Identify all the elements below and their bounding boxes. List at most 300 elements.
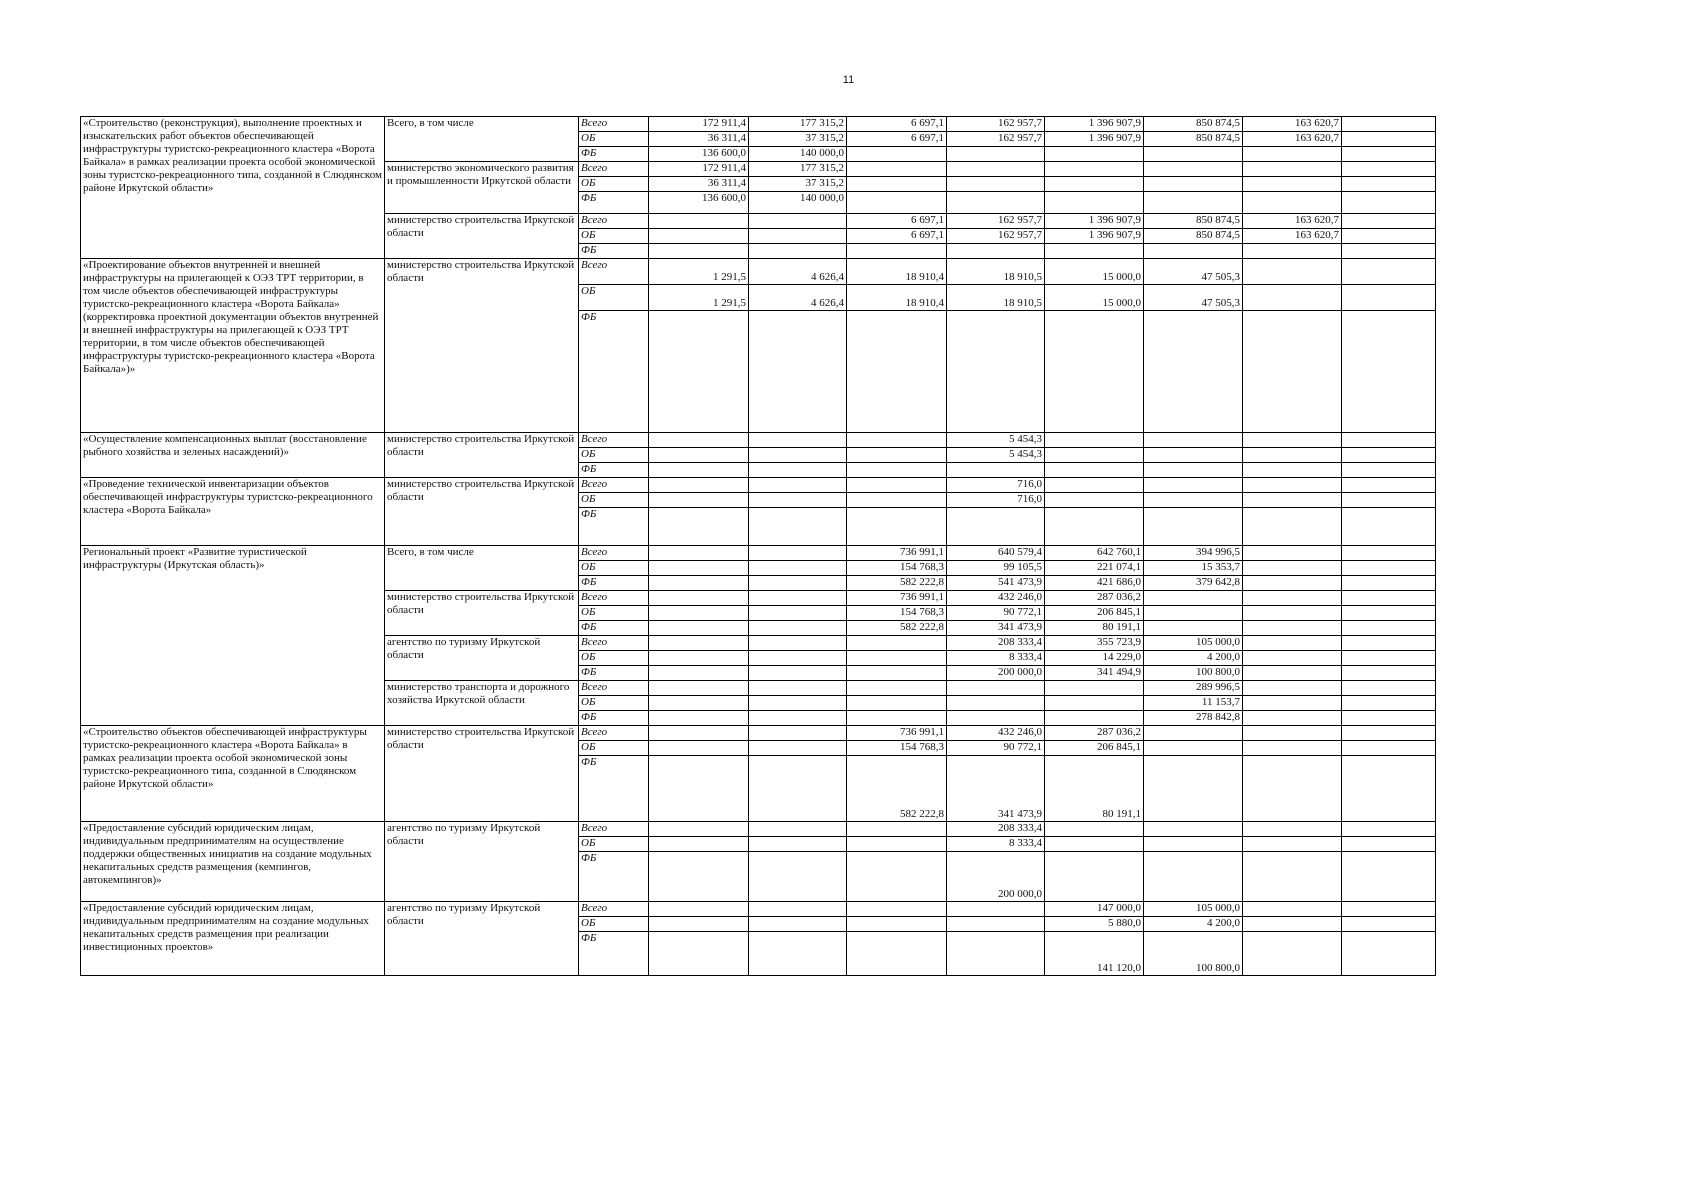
amount-cell xyxy=(847,493,947,508)
amount-cell xyxy=(847,636,947,651)
amount-cell xyxy=(649,561,749,576)
funding-type-cell: ОБ xyxy=(579,696,649,711)
amount-cell xyxy=(1144,741,1243,756)
amount-cell xyxy=(947,508,1045,546)
amount-cell xyxy=(649,822,749,837)
funding-type-cell: ФБ xyxy=(579,852,649,902)
funding-type-cell: Всего xyxy=(579,902,649,917)
funding-type-cell: ОБ xyxy=(579,917,649,932)
amount-cell xyxy=(847,666,947,681)
amount-cell xyxy=(1144,621,1243,636)
amount-cell xyxy=(649,651,749,666)
amount-cell xyxy=(847,478,947,493)
funding-type-cell: ОБ xyxy=(579,606,649,621)
amount-cell xyxy=(749,433,847,448)
amount-cell xyxy=(847,177,947,192)
funding-type-cell: ОБ xyxy=(579,837,649,852)
funding-type-cell: ОБ xyxy=(579,229,649,244)
amount-cell: 421 686,0 xyxy=(1045,576,1144,591)
budget-table xyxy=(80,116,1436,976)
amount-cell: 1 396 907,9 xyxy=(1045,117,1144,132)
amount-cell: 80 191,1 xyxy=(1045,621,1144,636)
amount-cell xyxy=(1342,756,1436,822)
amount-cell xyxy=(1144,726,1243,741)
amount-cell xyxy=(1342,177,1436,192)
amount-cell xyxy=(1342,147,1436,162)
event-name-cell: «Строительство (реконструкция), выполнение проектных и изыскательских работ объектов обеспечивающей инфраструктуры туристско-рекреационного кластера «Ворота Байкала» в рамках реализации проекта особой экономической зоны туристско-рекреационного типа, созданной в Слюдянском районе Иркутской области» xyxy=(81,117,385,259)
amount-cell: 100 800,0 xyxy=(1144,932,1243,976)
amount-cell: 287 036,2 xyxy=(1045,591,1144,606)
funding-type-cell: ОБ xyxy=(579,651,649,666)
table-body xyxy=(81,117,1436,976)
amount-cell xyxy=(1243,311,1342,433)
amount-cell xyxy=(649,493,749,508)
amount-cell xyxy=(749,696,847,711)
amount-cell xyxy=(1342,508,1436,546)
amount-cell xyxy=(1144,244,1243,259)
funding-type-cell: Всего xyxy=(579,162,649,177)
amount-cell xyxy=(847,463,947,478)
funding-type-cell: ФБ xyxy=(579,711,649,726)
amount-cell xyxy=(1342,822,1436,837)
amount-cell: 90 772,1 xyxy=(947,606,1045,621)
amount-cell xyxy=(749,666,847,681)
amount-cell xyxy=(1342,561,1436,576)
amount-cell: 154 768,3 xyxy=(847,606,947,621)
amount-cell xyxy=(649,244,749,259)
funding-type-cell: ОБ xyxy=(579,285,649,311)
funding-type-cell: ФБ xyxy=(579,621,649,636)
amount-cell xyxy=(749,726,847,741)
amount-cell xyxy=(1342,478,1436,493)
amount-cell xyxy=(1342,311,1436,433)
amount-cell: 1 396 907,9 xyxy=(1045,229,1144,244)
event-name-cell: «Проведение технической инвентаризации объектов обеспечивающей инфраструктуры туристско-рекреационного кластера «Ворота Байкала» xyxy=(81,478,385,546)
amount-cell xyxy=(1243,636,1342,651)
amount-cell xyxy=(649,591,749,606)
amount-cell xyxy=(1342,726,1436,741)
amount-cell: 1 291,5 xyxy=(649,259,749,285)
funding-type-cell: Всего xyxy=(579,117,649,132)
amount-cell: 105 000,0 xyxy=(1144,636,1243,651)
amount-cell xyxy=(1243,606,1342,621)
amount-cell xyxy=(649,726,749,741)
amount-cell xyxy=(947,177,1045,192)
amount-cell xyxy=(847,448,947,463)
amount-cell xyxy=(1144,508,1243,546)
amount-cell xyxy=(1342,132,1436,147)
event-name-cell: «Предоставление субсидий юридическим лицам, индивидуальным предпринимателям на осуществление поддержки общественных инициатив на создание модульных некапитальных средств размещения (кемпингов, автокемпингов)» xyxy=(81,822,385,902)
amount-cell xyxy=(649,576,749,591)
amount-cell: 736 991,1 xyxy=(847,546,947,561)
amount-cell: 5 454,3 xyxy=(947,448,1045,463)
amount-cell xyxy=(649,636,749,651)
amount-cell: 736 991,1 xyxy=(847,726,947,741)
page-number: 11 xyxy=(842,74,855,86)
event-name-cell: «Проектирование объектов внутренней и внешней инфраструктуры на прилегающей к ОЭЗ ТРТ территории, в том числе объектов обеспечивающей инфраструктуры туристско-рекреационного кластера «Ворота Байкала» (корректировка проектной документации объектов внутренней и внешней инфраструктуры на прилегающей к ОЭЗ ТРТ территории, в том числе объектов обеспечивающей инфраструктуры туристско-рекреационного кластера «Ворота Байкала»)» xyxy=(81,259,385,433)
executor-cell: министерство строительства Иркутской области xyxy=(385,433,579,478)
table-row xyxy=(81,902,1436,917)
amount-cell xyxy=(749,852,847,902)
funding-type-cell: Всего xyxy=(579,546,649,561)
funding-type-cell: Всего xyxy=(579,681,649,696)
funding-type-cell: Всего xyxy=(579,259,649,285)
amount-cell xyxy=(1045,311,1144,433)
amount-cell xyxy=(1342,621,1436,636)
amount-cell xyxy=(947,147,1045,162)
amount-cell: 582 222,8 xyxy=(847,576,947,591)
amount-cell xyxy=(649,311,749,433)
executor-cell: агентство по туризму Иркутской области xyxy=(385,902,579,976)
amount-cell xyxy=(749,448,847,463)
table-row xyxy=(81,259,1436,285)
amount-cell: 15 000,0 xyxy=(1045,259,1144,285)
amount-cell xyxy=(1342,606,1436,621)
amount-cell: 5 880,0 xyxy=(1045,917,1144,932)
funding-type-cell: Всего xyxy=(579,636,649,651)
amount-cell xyxy=(1243,711,1342,726)
amount-cell xyxy=(1045,493,1144,508)
amount-cell xyxy=(649,621,749,636)
amount-cell: 6 697,1 xyxy=(847,214,947,229)
amount-cell: 850 874,5 xyxy=(1144,132,1243,147)
amount-cell xyxy=(1243,756,1342,822)
table-row xyxy=(81,822,1436,837)
funding-type-cell: ФБ xyxy=(579,192,649,214)
amount-cell xyxy=(1243,463,1342,478)
amount-cell xyxy=(649,902,749,917)
executor-cell: министерство строительства Иркутской области xyxy=(385,726,579,822)
amount-cell xyxy=(1144,478,1243,493)
amount-cell: 1 396 907,9 xyxy=(1045,214,1144,229)
funding-type-cell: ФБ xyxy=(579,508,649,546)
amount-cell xyxy=(649,681,749,696)
amount-cell: 394 996,5 xyxy=(1144,546,1243,561)
funding-type-cell: ФБ xyxy=(579,463,649,478)
amount-cell: 37 315,2 xyxy=(749,132,847,147)
amount-cell: 289 996,5 xyxy=(1144,681,1243,696)
amount-cell xyxy=(1144,606,1243,621)
amount-cell xyxy=(1342,546,1436,561)
amount-cell xyxy=(1243,837,1342,852)
amount-cell xyxy=(1243,822,1342,837)
funding-type-cell: Всего xyxy=(579,214,649,229)
funding-type-cell: ФБ xyxy=(579,147,649,162)
funding-type-cell: Всего xyxy=(579,478,649,493)
amount-cell xyxy=(649,852,749,902)
amount-cell xyxy=(1243,448,1342,463)
amount-cell xyxy=(1243,259,1342,285)
amount-cell: 4 200,0 xyxy=(1144,917,1243,932)
amount-cell: 18 910,5 xyxy=(947,259,1045,285)
amount-cell: 850 874,5 xyxy=(1144,214,1243,229)
amount-cell: 4 626,4 xyxy=(749,259,847,285)
amount-cell xyxy=(649,433,749,448)
amount-cell xyxy=(947,932,1045,976)
amount-cell xyxy=(1243,681,1342,696)
amount-cell xyxy=(847,917,947,932)
amount-cell xyxy=(1144,448,1243,463)
amount-cell xyxy=(947,917,1045,932)
amount-cell xyxy=(847,711,947,726)
amount-cell xyxy=(749,902,847,917)
amount-cell: 140 000,0 xyxy=(749,147,847,162)
amount-cell xyxy=(749,756,847,822)
amount-cell xyxy=(749,478,847,493)
amount-cell xyxy=(847,192,947,214)
amount-cell xyxy=(749,681,847,696)
amount-cell: 15 353,7 xyxy=(1144,561,1243,576)
amount-cell xyxy=(1144,192,1243,214)
amount-cell xyxy=(1342,285,1436,311)
amount-cell xyxy=(1243,561,1342,576)
amount-cell xyxy=(749,932,847,976)
amount-cell xyxy=(847,147,947,162)
amount-cell: 206 845,1 xyxy=(1045,741,1144,756)
amount-cell xyxy=(847,822,947,837)
amount-cell xyxy=(749,244,847,259)
amount-cell: 200 000,0 xyxy=(947,852,1045,902)
amount-cell: 5 454,3 xyxy=(947,433,1045,448)
amount-cell xyxy=(1342,681,1436,696)
amount-cell xyxy=(1243,177,1342,192)
amount-cell xyxy=(1243,244,1342,259)
event-name-cell: «Осуществление компенсационных выплат (восстановление рыбного хозяйства и зеленых насаждений)» xyxy=(81,433,385,478)
amount-cell xyxy=(1243,192,1342,214)
amount-cell: 379 642,8 xyxy=(1144,576,1243,591)
executor-cell: министерство строительства Иркутской области xyxy=(385,591,579,636)
amount-cell: 154 768,3 xyxy=(847,741,947,756)
amount-cell xyxy=(1342,917,1436,932)
amount-cell: 4 200,0 xyxy=(1144,651,1243,666)
amount-cell: 287 036,2 xyxy=(1045,726,1144,741)
amount-cell xyxy=(649,696,749,711)
amount-cell xyxy=(649,741,749,756)
amount-cell xyxy=(1342,244,1436,259)
amount-cell: 162 957,7 xyxy=(947,132,1045,147)
amount-cell xyxy=(749,493,847,508)
amount-cell xyxy=(749,741,847,756)
amount-cell xyxy=(847,433,947,448)
amount-cell: 177 315,2 xyxy=(749,117,847,132)
amount-cell xyxy=(1243,902,1342,917)
table-row xyxy=(81,726,1436,741)
amount-cell xyxy=(1045,822,1144,837)
amount-cell: 1 396 907,9 xyxy=(1045,132,1144,147)
amount-cell xyxy=(1342,117,1436,132)
amount-cell: 162 957,7 xyxy=(947,117,1045,132)
amount-cell xyxy=(649,711,749,726)
amount-cell: 642 760,1 xyxy=(1045,546,1144,561)
amount-cell xyxy=(1342,192,1436,214)
amount-cell xyxy=(1243,741,1342,756)
amount-cell: 432 246,0 xyxy=(947,726,1045,741)
amount-cell: 15 000,0 xyxy=(1045,285,1144,311)
amount-cell xyxy=(1243,666,1342,681)
amount-cell xyxy=(1243,696,1342,711)
amount-cell xyxy=(749,591,847,606)
funding-type-cell: ФБ xyxy=(579,576,649,591)
amount-cell xyxy=(1243,852,1342,902)
amount-cell xyxy=(947,902,1045,917)
amount-cell xyxy=(749,606,847,621)
amount-cell xyxy=(649,932,749,976)
amount-cell xyxy=(649,756,749,822)
amount-cell xyxy=(1144,433,1243,448)
amount-cell: 18 910,4 xyxy=(847,285,947,311)
amount-cell xyxy=(1144,162,1243,177)
amount-cell xyxy=(1342,463,1436,478)
amount-cell xyxy=(749,311,847,433)
amount-cell xyxy=(1144,756,1243,822)
table-row xyxy=(81,478,1436,493)
amount-cell xyxy=(847,852,947,902)
amount-cell: 640 579,4 xyxy=(947,546,1045,561)
amount-cell xyxy=(1045,192,1144,214)
amount-cell: 14 229,0 xyxy=(1045,651,1144,666)
amount-cell xyxy=(1342,433,1436,448)
amount-cell: 172 911,4 xyxy=(649,117,749,132)
amount-cell xyxy=(749,711,847,726)
amount-cell xyxy=(1045,852,1144,902)
amount-cell xyxy=(847,681,947,696)
amount-cell xyxy=(947,311,1045,433)
amount-cell: 163 620,7 xyxy=(1243,214,1342,229)
amount-cell: 582 222,8 xyxy=(847,621,947,636)
amount-cell xyxy=(1243,917,1342,932)
amount-cell: 163 620,7 xyxy=(1243,229,1342,244)
amount-cell xyxy=(947,463,1045,478)
amount-cell xyxy=(1243,285,1342,311)
event-name-cell: Региональный проект «Развитие туристической инфраструктуры (Иркутская область)» xyxy=(81,546,385,726)
funding-type-cell: ОБ xyxy=(579,177,649,192)
funding-type-cell: Всего xyxy=(579,591,649,606)
amount-cell: 208 333,4 xyxy=(947,636,1045,651)
amount-cell xyxy=(649,837,749,852)
amount-cell xyxy=(1144,822,1243,837)
amount-cell: 163 620,7 xyxy=(1243,132,1342,147)
amount-cell: 163 620,7 xyxy=(1243,117,1342,132)
amount-cell: 736 991,1 xyxy=(847,591,947,606)
amount-cell: 341 494,9 xyxy=(1045,666,1144,681)
executor-cell: министерство экономического развития и промышленности Иркутской области xyxy=(385,162,579,214)
amount-cell xyxy=(1243,433,1342,448)
amount-cell: 140 000,0 xyxy=(749,192,847,214)
amount-cell xyxy=(1342,591,1436,606)
amount-cell xyxy=(649,917,749,932)
amount-cell xyxy=(847,932,947,976)
amount-cell: 6 697,1 xyxy=(847,229,947,244)
amount-cell xyxy=(1045,711,1144,726)
amount-cell xyxy=(847,902,947,917)
amount-cell xyxy=(1045,478,1144,493)
amount-cell: 6 697,1 xyxy=(847,132,947,147)
amount-cell xyxy=(1342,448,1436,463)
amount-cell xyxy=(1144,463,1243,478)
amount-cell xyxy=(947,696,1045,711)
amount-cell: 162 957,7 xyxy=(947,214,1045,229)
amount-cell xyxy=(749,651,847,666)
amount-cell: 716,0 xyxy=(947,478,1045,493)
amount-cell: 850 874,5 xyxy=(1144,117,1243,132)
amount-cell: 37 315,2 xyxy=(749,177,847,192)
amount-cell xyxy=(1045,147,1144,162)
amount-cell xyxy=(649,508,749,546)
amount-cell: 172 911,4 xyxy=(649,162,749,177)
amount-cell xyxy=(1045,681,1144,696)
amount-cell xyxy=(749,917,847,932)
amount-cell xyxy=(1342,696,1436,711)
event-name-cell: «Строительство объектов обеспечивающей инфраструктуры туристско-рекреационного кластера «Ворота Байкала» в рамках реализации проекта особой экономической зоны туристско-рекреационного типа, созданной в Слюдянском районе Иркутской области» xyxy=(81,726,385,822)
amount-cell xyxy=(1342,741,1436,756)
amount-cell xyxy=(1342,576,1436,591)
amount-cell: 582 222,8 xyxy=(847,756,947,822)
amount-cell xyxy=(1144,837,1243,852)
amount-cell: 206 845,1 xyxy=(1045,606,1144,621)
amount-cell xyxy=(649,478,749,493)
funding-type-cell: ОБ xyxy=(579,448,649,463)
amount-cell: 90 772,1 xyxy=(947,741,1045,756)
amount-cell xyxy=(1144,177,1243,192)
table-row xyxy=(81,433,1436,448)
executor-cell: министерство строительства Иркутской области xyxy=(385,214,579,259)
amount-cell xyxy=(749,822,847,837)
funding-type-cell: Всего xyxy=(579,822,649,837)
amount-cell xyxy=(947,244,1045,259)
amount-cell: 177 315,2 xyxy=(749,162,847,177)
amount-cell xyxy=(649,229,749,244)
amount-cell xyxy=(749,546,847,561)
amount-cell xyxy=(1342,229,1436,244)
amount-cell xyxy=(1144,591,1243,606)
amount-cell: 4 626,4 xyxy=(749,285,847,311)
amount-cell xyxy=(649,214,749,229)
amount-cell xyxy=(1144,493,1243,508)
amount-cell: 200 000,0 xyxy=(947,666,1045,681)
amount-cell: 355 723,9 xyxy=(1045,636,1144,651)
amount-cell xyxy=(847,244,947,259)
amount-cell xyxy=(1342,711,1436,726)
amount-cell xyxy=(1045,433,1144,448)
amount-cell: 11 153,7 xyxy=(1144,696,1243,711)
amount-cell xyxy=(1243,162,1342,177)
amount-cell xyxy=(1045,244,1144,259)
amount-cell xyxy=(1045,508,1144,546)
funding-type-cell: ФБ xyxy=(579,311,649,433)
amount-cell xyxy=(749,508,847,546)
amount-cell: 36 311,4 xyxy=(649,132,749,147)
amount-cell xyxy=(1144,147,1243,162)
funding-type-cell: ФБ xyxy=(579,666,649,681)
executor-cell: министерство строительства Иркутской области xyxy=(385,478,579,546)
amount-cell xyxy=(847,696,947,711)
amount-cell xyxy=(1342,259,1436,285)
amount-cell: 105 000,0 xyxy=(1144,902,1243,917)
amount-cell: 341 473,9 xyxy=(947,756,1045,822)
amount-cell xyxy=(649,606,749,621)
amount-cell xyxy=(749,229,847,244)
amount-cell xyxy=(1243,546,1342,561)
amount-cell: 47 505,3 xyxy=(1144,259,1243,285)
amount-cell xyxy=(847,311,947,433)
amount-cell xyxy=(1342,651,1436,666)
amount-cell xyxy=(947,681,1045,696)
funding-type-cell: ФБ xyxy=(579,932,649,976)
amount-cell xyxy=(1243,508,1342,546)
amount-cell: 541 473,9 xyxy=(947,576,1045,591)
amount-cell: 6 697,1 xyxy=(847,117,947,132)
amount-cell: 80 191,1 xyxy=(1045,756,1144,822)
